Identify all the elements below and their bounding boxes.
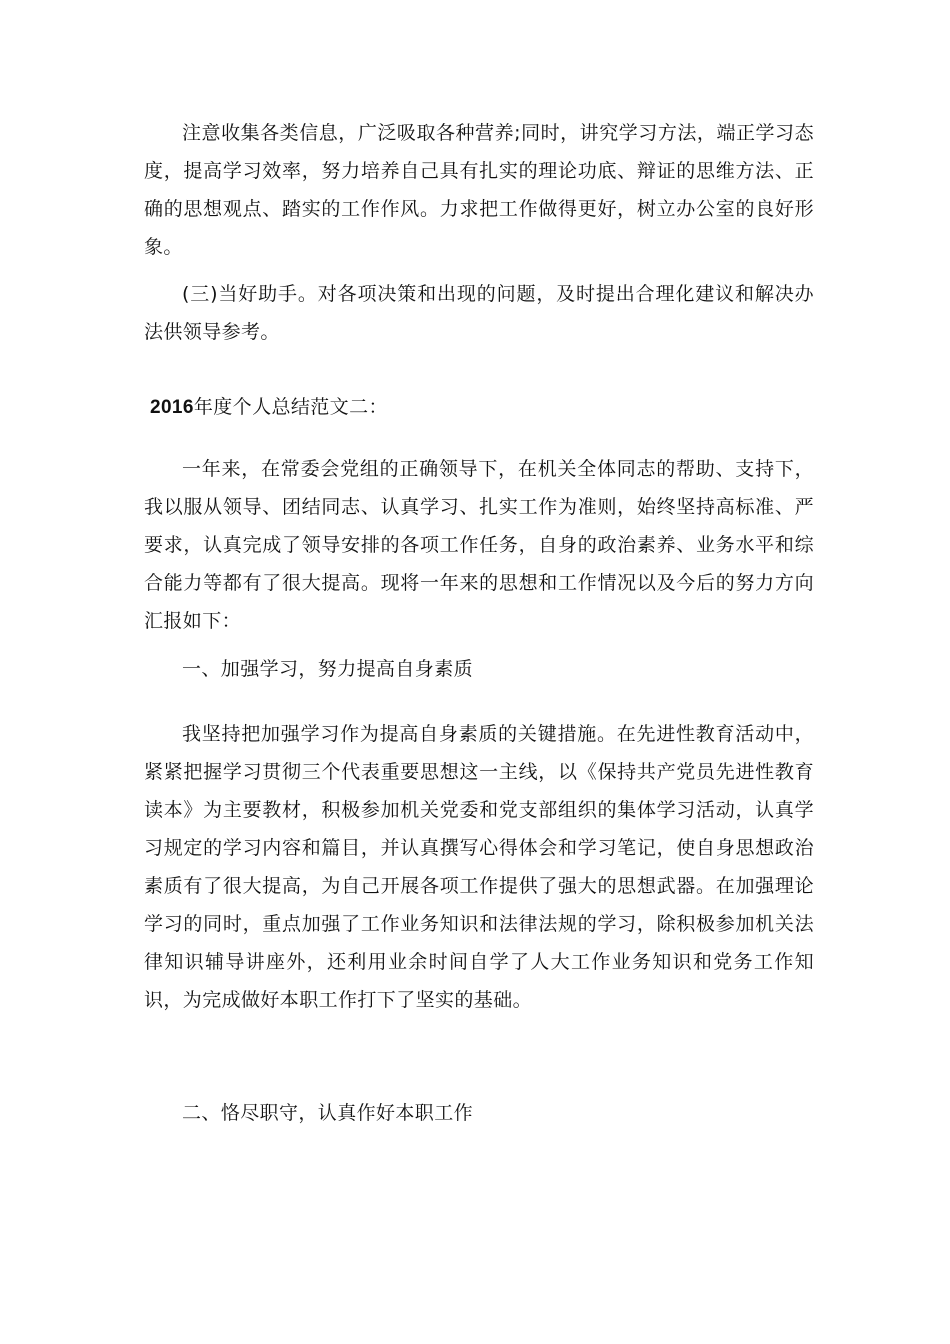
section-heading-study: 一、加强学习，努力提高自身素质: [182, 658, 474, 680]
paragraph-assistant: (三)当好助手。对各项决策和出现的问题，及时提出合理化建议和解决办法供领导参考。: [144, 283, 814, 343]
paragraph-introduction: 一年来，在常委会党组的正确领导下，在机关全体同志的帮助、支持下，我以服从领导、团结同志、认真学习、扎实工作为准则，始终坚持高标准、严要求，认真完成了领导安排的各项工作任务，自身的政治素养、业务水平和综合能力等都有了很大提高。现将一年来的思想和工作情况以及今后的努力方向汇报如下：: [144, 458, 814, 632]
section-title-text: 年度个人总结范文二：: [193, 396, 388, 418]
section-title-year: 2016: [150, 397, 194, 418]
paragraph-study-details: 我坚持把加强学习作为提高自身素质的关键措施。在先进性教育活动中，紧紧把握学习贯彻三个代表重要思想这一主线，以《保持共产党员先进性教育读本》为主要教材，积极参加机关党委和党支部组织的集体学习活动，认真学习规定的学习内容和篇目，并认真撰写心得体会和学习笔记，使自身思想政治素质有了很大提高，为自己开展各项工作提供了强大的思想武器。在加强理论学习的同时，重点加强了工作业务知识和法律法规的学习，除积极参加机关法律知识辅导讲座外，还利用业余时间自学了人大工作业务知识和党务工作知识，为完成做好本职工作打下了坚实的基础。: [144, 723, 814, 1011]
paragraph-study-methods: 注意收集各类信息，广泛吸取各种营养;同时，讲究学习方法，端正学习态度，提高学习效率，努力培养自己具有扎实的理论功底、辩证的思维方法、正确的思想观点、踏实的工作作风。力求把工作做得更好，树立办公室的良好形象。: [144, 122, 814, 258]
section-heading-duties: 二、恪尽职守，认真作好本职工作: [182, 1102, 474, 1124]
section-title-sample-two: [150, 388, 388, 427]
